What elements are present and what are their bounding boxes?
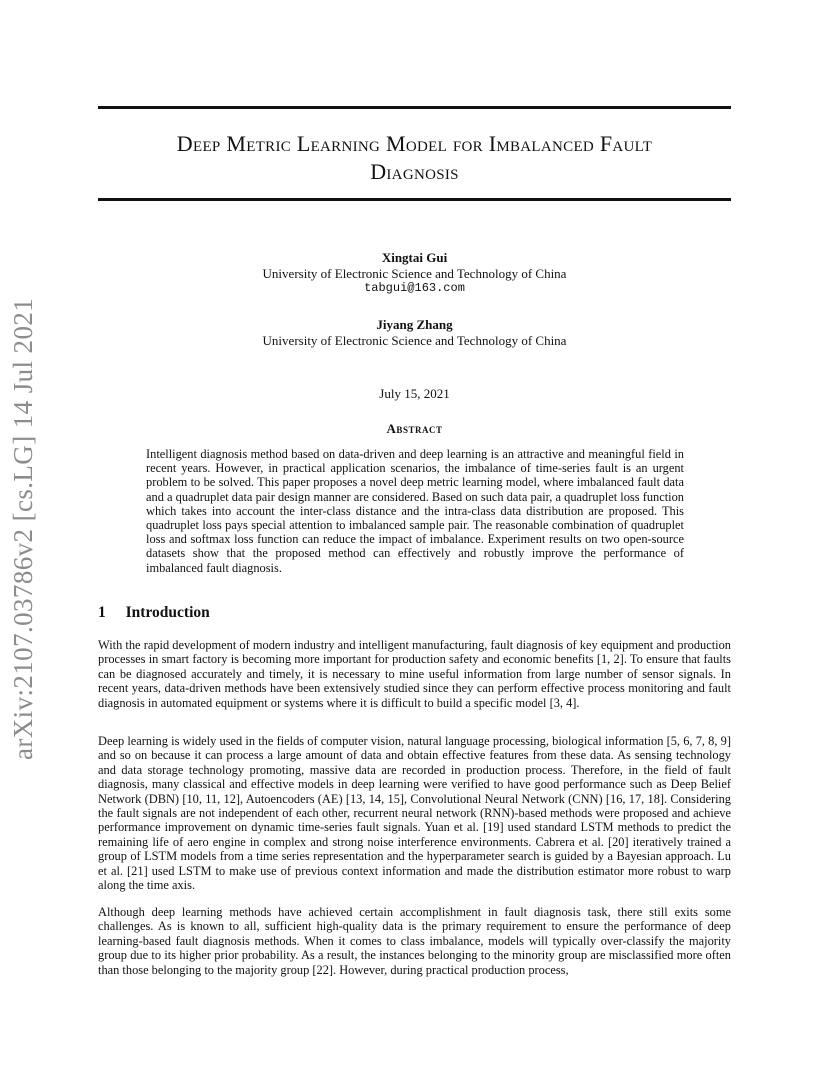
paper-title (98, 130, 731, 186)
author-affiliation: University of Electronic Science and Technology of China (262, 265, 567, 281)
abstract-heading: Abstract (386, 421, 443, 436)
author-affiliation: University of Electronic Science and Technology of China (262, 332, 567, 348)
author-name: Xingtai Gui (381, 250, 448, 265)
body-paragraph: Deep learning is widely used in the fields of computer vision, natural language processing, biological information [5, 6, 7, 8, 9] and so on because it can process a large amount of data and obtain effective features from these data. As sensing technology and data storage technology promoting, massive data are recorded in production process. Therefore, in the field of fault diagnosis, many classical and effective models in deep learning were verified to have good performance such as Deep Belief Network (DBN) [10, 11, 12], Autoencoders (AE) [13, 14, 15], Convolutional Neural Network (CNN) [16, 17, 18]. Considering the fault signals are not independent of each other, recurrent neural network (RNN)-based methods were proposed and achieve performance improvement on dynamic time-series fault signals. Yuan et al. [19] used standard LSTM methods to predict the remaining life of aero engine in complex and strong noise interference environments. Cabrera et al. [20] iteratively trained a group of LSTM models from a time series representation and the hyperparameter search is guided by a Bayesian approach. Lu et al. [21] used LSTM to make use of previous context information and made the distribution estimator more robust to warp along the time axis. (98, 734, 731, 893)
author-name: Jiyang Zhang (376, 317, 453, 332)
author-email[interactable]: tabgui@163.com (364, 281, 465, 295)
section-number: 1 (98, 604, 106, 621)
section-heading (98, 604, 210, 622)
paper-title-line-2: Diagnosis (370, 159, 459, 184)
body-paragraph: With the rapid development of modern industry and intelligent manufacturing, fault diagnosis of key equipment and production processes in smart factory is becoming more important for production safety and economic benefits [1, 2]. To ensure that faults can be diagnosed accurately and timely, it is necessary to mine useful information from large number of sensor signals. In recent years, data-driven methods have been extensively studied since they can perform effective process monitoring and fault diagnosis in automated equipment or systems where it is difficult to build a specific model [3, 4]. (98, 638, 731, 710)
paper-date: July 15, 2021 (379, 386, 450, 401)
abstract-text: Intelligent diagnosis method based on data-driven and deep learning is an attractive and meaningful field in recent years. However, in practical application scenarios, the imbalance of time-series fault is an urgent problem to be solved. This paper proposes a novel deep metric learning model, where imbalanced fault data and a quadruplet data pair design manner are considered. Based on such data pair, a quadruplet loss function which takes into account the inter-class distance and the intra-class data distribution are proposed. This quadruplet loss pays special attention to imbalanced sample pair. The reasonable combination of quadruplet loss and softmax loss function can reduce the impact of imbalance. Experiment results on two open-source datasets show that the proposed method can effectively and robustly improve the performance of imbalanced fault diagnosis. (146, 447, 684, 575)
title-bottom-rule (98, 198, 731, 201)
paper-title-line-1: Deep Metric Learning Model for Imbalanced Fault (176, 131, 653, 156)
author-block-2 (98, 317, 731, 348)
title-top-rule (98, 106, 731, 109)
body-paragraph: Although deep learning methods have achieved certain accomplishment in fault diagnosis task, there still exits some challenges. As is known to all, sufficient high-quality data is the primary requirement to ensure the performance of deep learning-based fault diagnosis methods. When it comes to class imbalance, models will typically over-classify the majority group due to its higher prior probability. As a result, the instances belonging to the minority group are misclassified more often than those belonging to the majority group [22]. However, during practical production process, (98, 905, 731, 977)
author-block-1 (98, 250, 731, 297)
arxiv-identifier: arXiv:2107.03786v2 [cs.LG] 14 Jul 2021 (8, 297, 38, 760)
section-title: Introduction (125, 604, 210, 621)
